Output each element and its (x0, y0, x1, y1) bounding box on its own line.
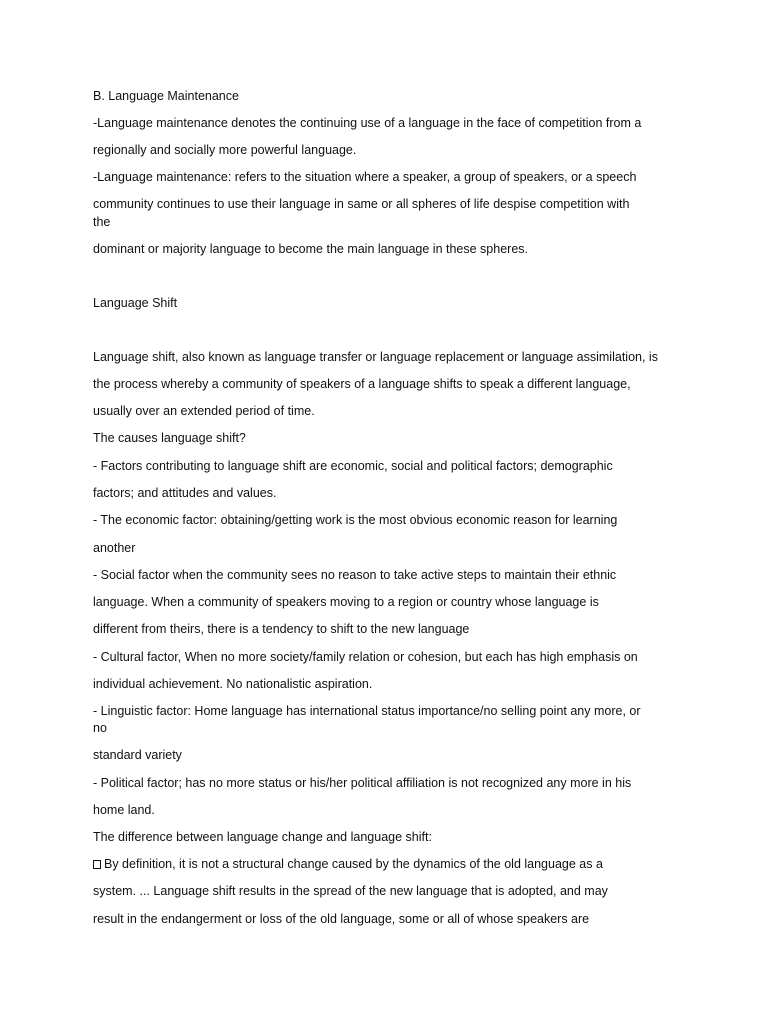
text-line: - Social factor when the community sees no reason to take active steps to maintain their ethnic (93, 568, 617, 582)
text-line: Language shift, also known as language transfer or language replacement or language assimilation, is (93, 350, 658, 364)
missing-glyph-bullet-icon (93, 860, 101, 869)
section-heading-maintenance: B. Language Maintenance (93, 89, 239, 103)
text-line: result in the endangerment or loss of the old language, some or all of whose speakers are (93, 912, 590, 926)
text-line: the process whereby a community of speakers of a language shifts to speak a different language, (93, 377, 631, 391)
text-line: regionally and socially more powerful language. (93, 143, 357, 157)
text-line: - Factors contributing to language shift are economic, social and political factors; demographic (93, 459, 613, 473)
section-heading-shift: Language Shift (93, 296, 178, 310)
text-line: -Language maintenance: refers to the situation where a speaker, a group of speakers, or a speech (93, 170, 637, 184)
text-line: factors; and attitudes and values. (93, 486, 277, 500)
subheading-causes: The causes language shift? (93, 431, 246, 445)
text-line: system. ... Language shift results in the spread of the new language that is adopted, and may (93, 884, 608, 898)
text-line: the (93, 215, 111, 229)
text-line: usually over an extended period of time. (93, 404, 315, 418)
text-line: home land. (93, 803, 155, 817)
text-line: no (93, 721, 107, 735)
subheading-difference: The difference between language change and language shift: (93, 830, 432, 844)
text-line: - Political factor; has no more status or his/her political affiliation is not recognized any more in his (93, 776, 632, 790)
text-line: - The economic factor: obtaining/getting work is the most obvious economic reason for learning (93, 513, 618, 527)
text-line: -Language maintenance denotes the continuing use of a language in the face of competition from a (93, 116, 642, 130)
text-line: - Cultural factor, When no more society/family relation or cohesion, but each has high emphasis on (93, 650, 638, 664)
text-line: individual achievement. No nationalistic aspiration. (93, 677, 373, 691)
text-line: standard variety (93, 748, 182, 762)
text-line: language. When a community of speakers moving to a region or country whose language is (93, 595, 599, 609)
bullet-line (93, 857, 603, 872)
text-line: different from theirs, there is a tendency to shift to the new language (93, 622, 470, 636)
text-line: community continues to use their language in same or all spheres of life despise competition with (93, 197, 630, 211)
text-line: another (93, 541, 136, 555)
text-line: dominant or majority language to become the main language in these spheres. (93, 242, 528, 256)
bullet-text: By definition, it is not a structural change caused by the dynamics of the old language as a (104, 857, 603, 871)
text-line: - Linguistic factor: Home language has international status importance/no selling point any more, or (93, 704, 641, 718)
